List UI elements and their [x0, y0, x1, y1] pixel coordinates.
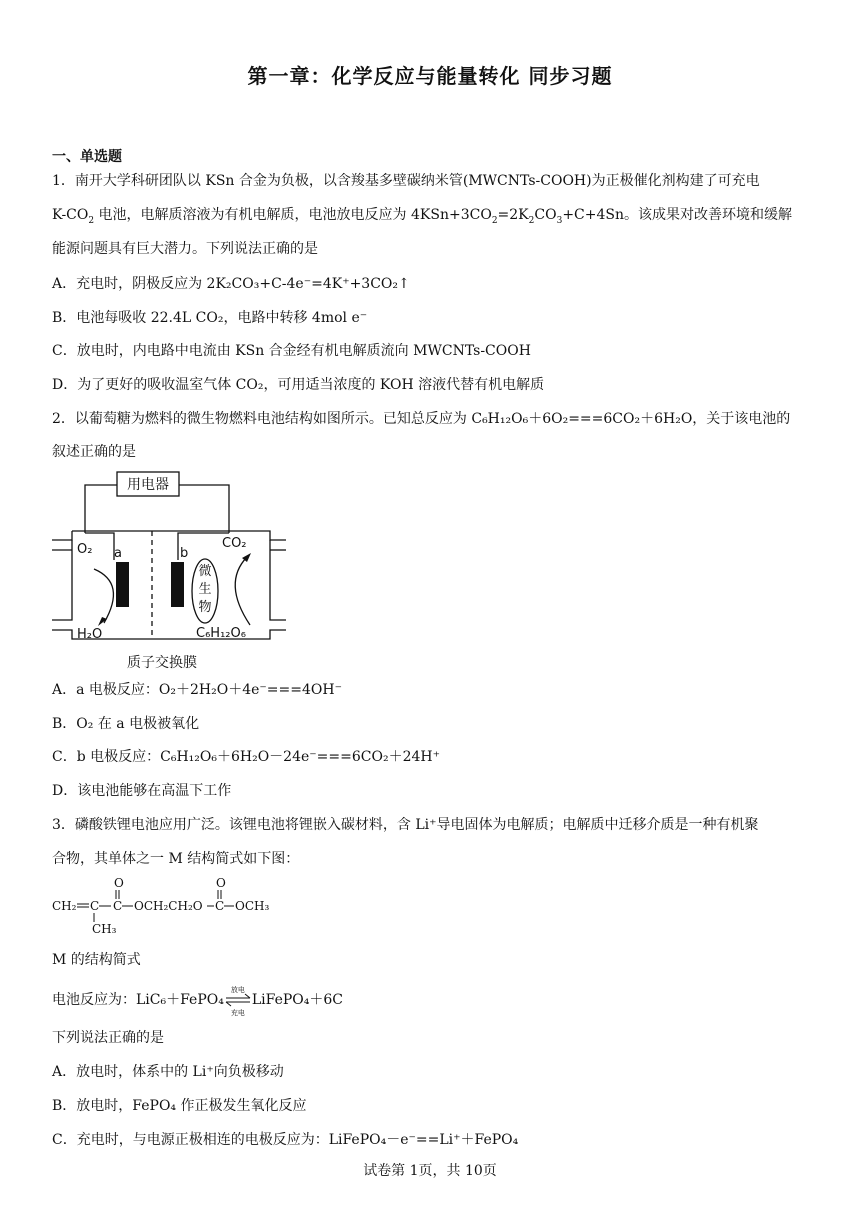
q2-stem-line1: 2．以葡萄糖为燃料的微生物燃料电池结构如图所示。已知总反应为 C₆H₁₂O₆＋6O₂===6CO₂＋6H₂O，关于该电池的: [52, 411, 791, 427]
arrow-label-discharge: 放电: [230, 986, 245, 994]
q2-option-b: B．O₂ 在 a 电极被氧化: [52, 716, 200, 732]
q3-stem-line2: 合物，其单体之一 M 结构简式如下图：: [52, 851, 300, 867]
q1-text: K-CO: [52, 207, 89, 223]
oxygen-atom: O: [216, 876, 226, 890]
microbe-char: 微: [198, 564, 212, 579]
q1-text: 电池，电解质溶液为有机电解质，电池放电反应为 4KSn+3CO: [94, 207, 492, 223]
q2-option-a: A．a 电极反应：O₂＋2H₂O＋4e⁻===4OH⁻: [52, 682, 342, 698]
arrow-label-charge: 充电: [230, 1009, 245, 1017]
membrane-label: 质子交换膜: [127, 655, 197, 671]
structure-formula-m: [52, 876, 282, 940]
q1-option-d: D．为了更好的吸收温室气体 CO₂，可用适当浓度的 KOH 溶液代替有机电解质: [52, 377, 545, 393]
q1-option-c: C．放电时，内电路中电流由 KSn 合金经有机电解质流向 MWCNTs-COOH: [52, 343, 531, 359]
q1-stem-line1: 1．南开大学科研团队以 KSn 合金为负极，以含羧基多壁碳纳米管(MWCNTs-COOH)为正极催化剂构建了可充电: [52, 173, 760, 189]
och3-group: OCH₃: [235, 899, 270, 913]
q1-stem-line3: 能源问题具有巨大潜力。下列说法正确的是: [52, 241, 318, 257]
co2-label: CO₂: [222, 536, 247, 551]
q1-text: CO: [534, 207, 557, 223]
q1-text: +C+4Sn。该成果对改善环境和缓解: [562, 207, 793, 223]
q1-sub: 2: [88, 215, 95, 226]
q1-sub: 2: [528, 215, 535, 226]
device-label: 用电器: [127, 477, 169, 493]
q1-text: =2K: [497, 207, 529, 223]
q2-option-c: C．b 电极反应：C₆H₁₂O₆＋6H₂O－24e⁻===6CO₂＋24H⁺: [52, 749, 440, 765]
ch2-group: CH₂: [52, 899, 77, 913]
fuel-cell-diagram: [52, 465, 292, 679]
microbe-char: 物: [198, 600, 212, 615]
q3-prompt: 下列说法正确的是: [52, 1030, 164, 1046]
carbon-atom: C: [113, 899, 123, 913]
electrode-b-label: b: [180, 546, 189, 561]
oxygen-atom: O: [114, 876, 124, 890]
page-footer: 试卷第 1页，共 10页: [363, 1163, 497, 1179]
h2o-label: H₂O: [77, 627, 103, 642]
carbon-atom: C: [90, 899, 100, 913]
reaction-right: LiFePO₄＋6C: [251, 992, 343, 1008]
electrode-a-label: a: [114, 546, 122, 561]
q1-sub: 3: [556, 215, 563, 226]
q1-option-a: A．充电时，阴极反应为 2K₂CO₃+C-4e⁻=4K⁺+3CO₂↑: [52, 276, 410, 292]
o2-label: O₂: [77, 542, 93, 557]
q2-option-d: D．该电池能够在高温下工作: [52, 783, 232, 799]
och2ch2o-group: OCH₂CH₂O: [134, 899, 203, 913]
glucose-label: C₆H₁₂O₆: [196, 626, 246, 641]
battery-reaction: [52, 986, 343, 1017]
q3-option-c: C．充电时，与电源正极相连的电极反应为：LiFePO₄－e⁻==Li⁺＋FePO₄: [52, 1132, 519, 1148]
electrode-a: [116, 562, 129, 607]
q1-sub: 2: [491, 215, 498, 226]
page-title: 第一章：化学反应与能量转化 同步习题: [247, 64, 613, 88]
ch3-group: CH₃: [92, 922, 117, 936]
carbon-atom: C: [215, 899, 225, 913]
q1-stem-line2: [52, 206, 792, 224]
q2-stem-line2: 叙述正确的是: [52, 444, 136, 460]
reversible-arrow-icon: [224, 986, 252, 1017]
reaction-left: 电池反应为：LiC₆＋FePO₄: [52, 992, 224, 1008]
q3-option-a: A．放电时，体系中的 Li⁺向负极移动: [52, 1064, 284, 1080]
q3-stem-line1: 3．磷酸铁锂电池应用广泛。该锂电池将锂嵌入碳材料，含 Li⁺导电固体为电解质；电解质中迁移介质是一种有机聚: [52, 817, 759, 833]
q1-option-b: B．电池每吸收 22.4L CO₂，电路中转移 4mol e⁻: [52, 310, 368, 326]
structure-caption: M 的结构简式: [52, 952, 141, 968]
section-heading: 一、单选题: [52, 149, 122, 165]
electrode-b: [171, 562, 184, 607]
q3-option-b: B．放电时，FePO₄ 作正极发生氧化反应: [52, 1098, 307, 1114]
microbe-char: 生: [198, 582, 212, 597]
